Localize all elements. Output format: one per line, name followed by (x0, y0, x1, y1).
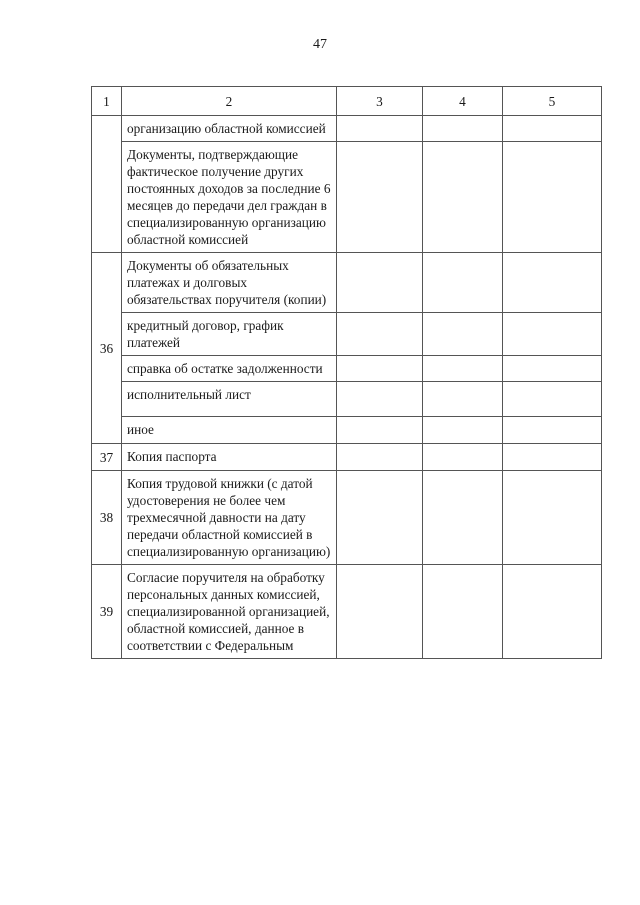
document-text: справка об остатке задолженности (122, 356, 337, 382)
table-row (92, 253, 602, 313)
table-cell (337, 417, 423, 444)
table-row (92, 382, 602, 417)
table-cell (423, 142, 503, 253)
table-cell (423, 444, 503, 471)
table-row (92, 142, 602, 253)
table-cell (423, 471, 503, 565)
table-row (92, 444, 602, 471)
table-cell (423, 417, 503, 444)
table-cell (423, 356, 503, 382)
table-row (92, 471, 602, 565)
row-number: 37 (92, 444, 122, 471)
row-number: 38 (92, 471, 122, 565)
table-header-row (92, 87, 602, 116)
table-cell (337, 444, 423, 471)
column-header-4: 4 (423, 87, 503, 116)
table-cell (423, 313, 503, 356)
row-number-cell (92, 116, 122, 253)
table-cell (503, 116, 602, 142)
documents-table (91, 86, 602, 659)
table-row (92, 313, 602, 356)
document-text: Копия трудовой книжки (с датой удостоверения не более чем трехмесячной давности на дату передачи областной комиссией в специализированную организацию) (122, 471, 337, 565)
table-row (92, 356, 602, 382)
document-text: кредитный договор, график платежей (122, 313, 337, 356)
table-cell (337, 382, 423, 417)
table-row (92, 116, 602, 142)
table-cell (337, 313, 423, 356)
column-header-2: 2 (122, 87, 337, 116)
document-text: исполнительный лист (122, 382, 337, 417)
document-text: иное (122, 417, 337, 444)
table-row (92, 565, 602, 659)
table-cell (503, 565, 602, 659)
column-header-3: 3 (337, 87, 423, 116)
table-cell (503, 356, 602, 382)
table-cell (503, 417, 602, 444)
document-text: Согласие поручителя на обработку персональных данных комиссией, специализированной организацией, областной комиссией, данное в соответствии с Федеральным (122, 565, 337, 659)
table-cell (337, 356, 423, 382)
table-cell (503, 142, 602, 253)
column-header-1: 1 (92, 87, 122, 116)
page-number: 47 (313, 37, 327, 52)
document-text: Копия паспорта (122, 444, 337, 471)
table-cell (423, 565, 503, 659)
table-cell (337, 116, 423, 142)
document-text: Документы об обязательных платежах и долговых обязательствах поручителя (копии) (122, 253, 337, 313)
table-cell (503, 382, 602, 417)
table-cell (503, 253, 602, 313)
document-text: Документы, подтверждающие фактическое получение других постоянных доходов за последние 6 месяцев до передачи дел граждан в специализированную организацию областной комиссией (122, 142, 337, 253)
table-cell (423, 253, 503, 313)
table-cell (503, 471, 602, 565)
table-cell (423, 116, 503, 142)
row-number: 36 (92, 253, 122, 444)
table-cell (423, 382, 503, 417)
table-cell (503, 444, 602, 471)
table-cell (337, 253, 423, 313)
column-header-5: 5 (503, 87, 602, 116)
table-cell (337, 471, 423, 565)
table-cell (337, 142, 423, 253)
table-cell (337, 565, 423, 659)
row-number: 39 (92, 565, 122, 659)
table-row (92, 417, 602, 444)
document-text: организацию областной комиссией (122, 116, 337, 142)
table-cell (503, 313, 602, 356)
